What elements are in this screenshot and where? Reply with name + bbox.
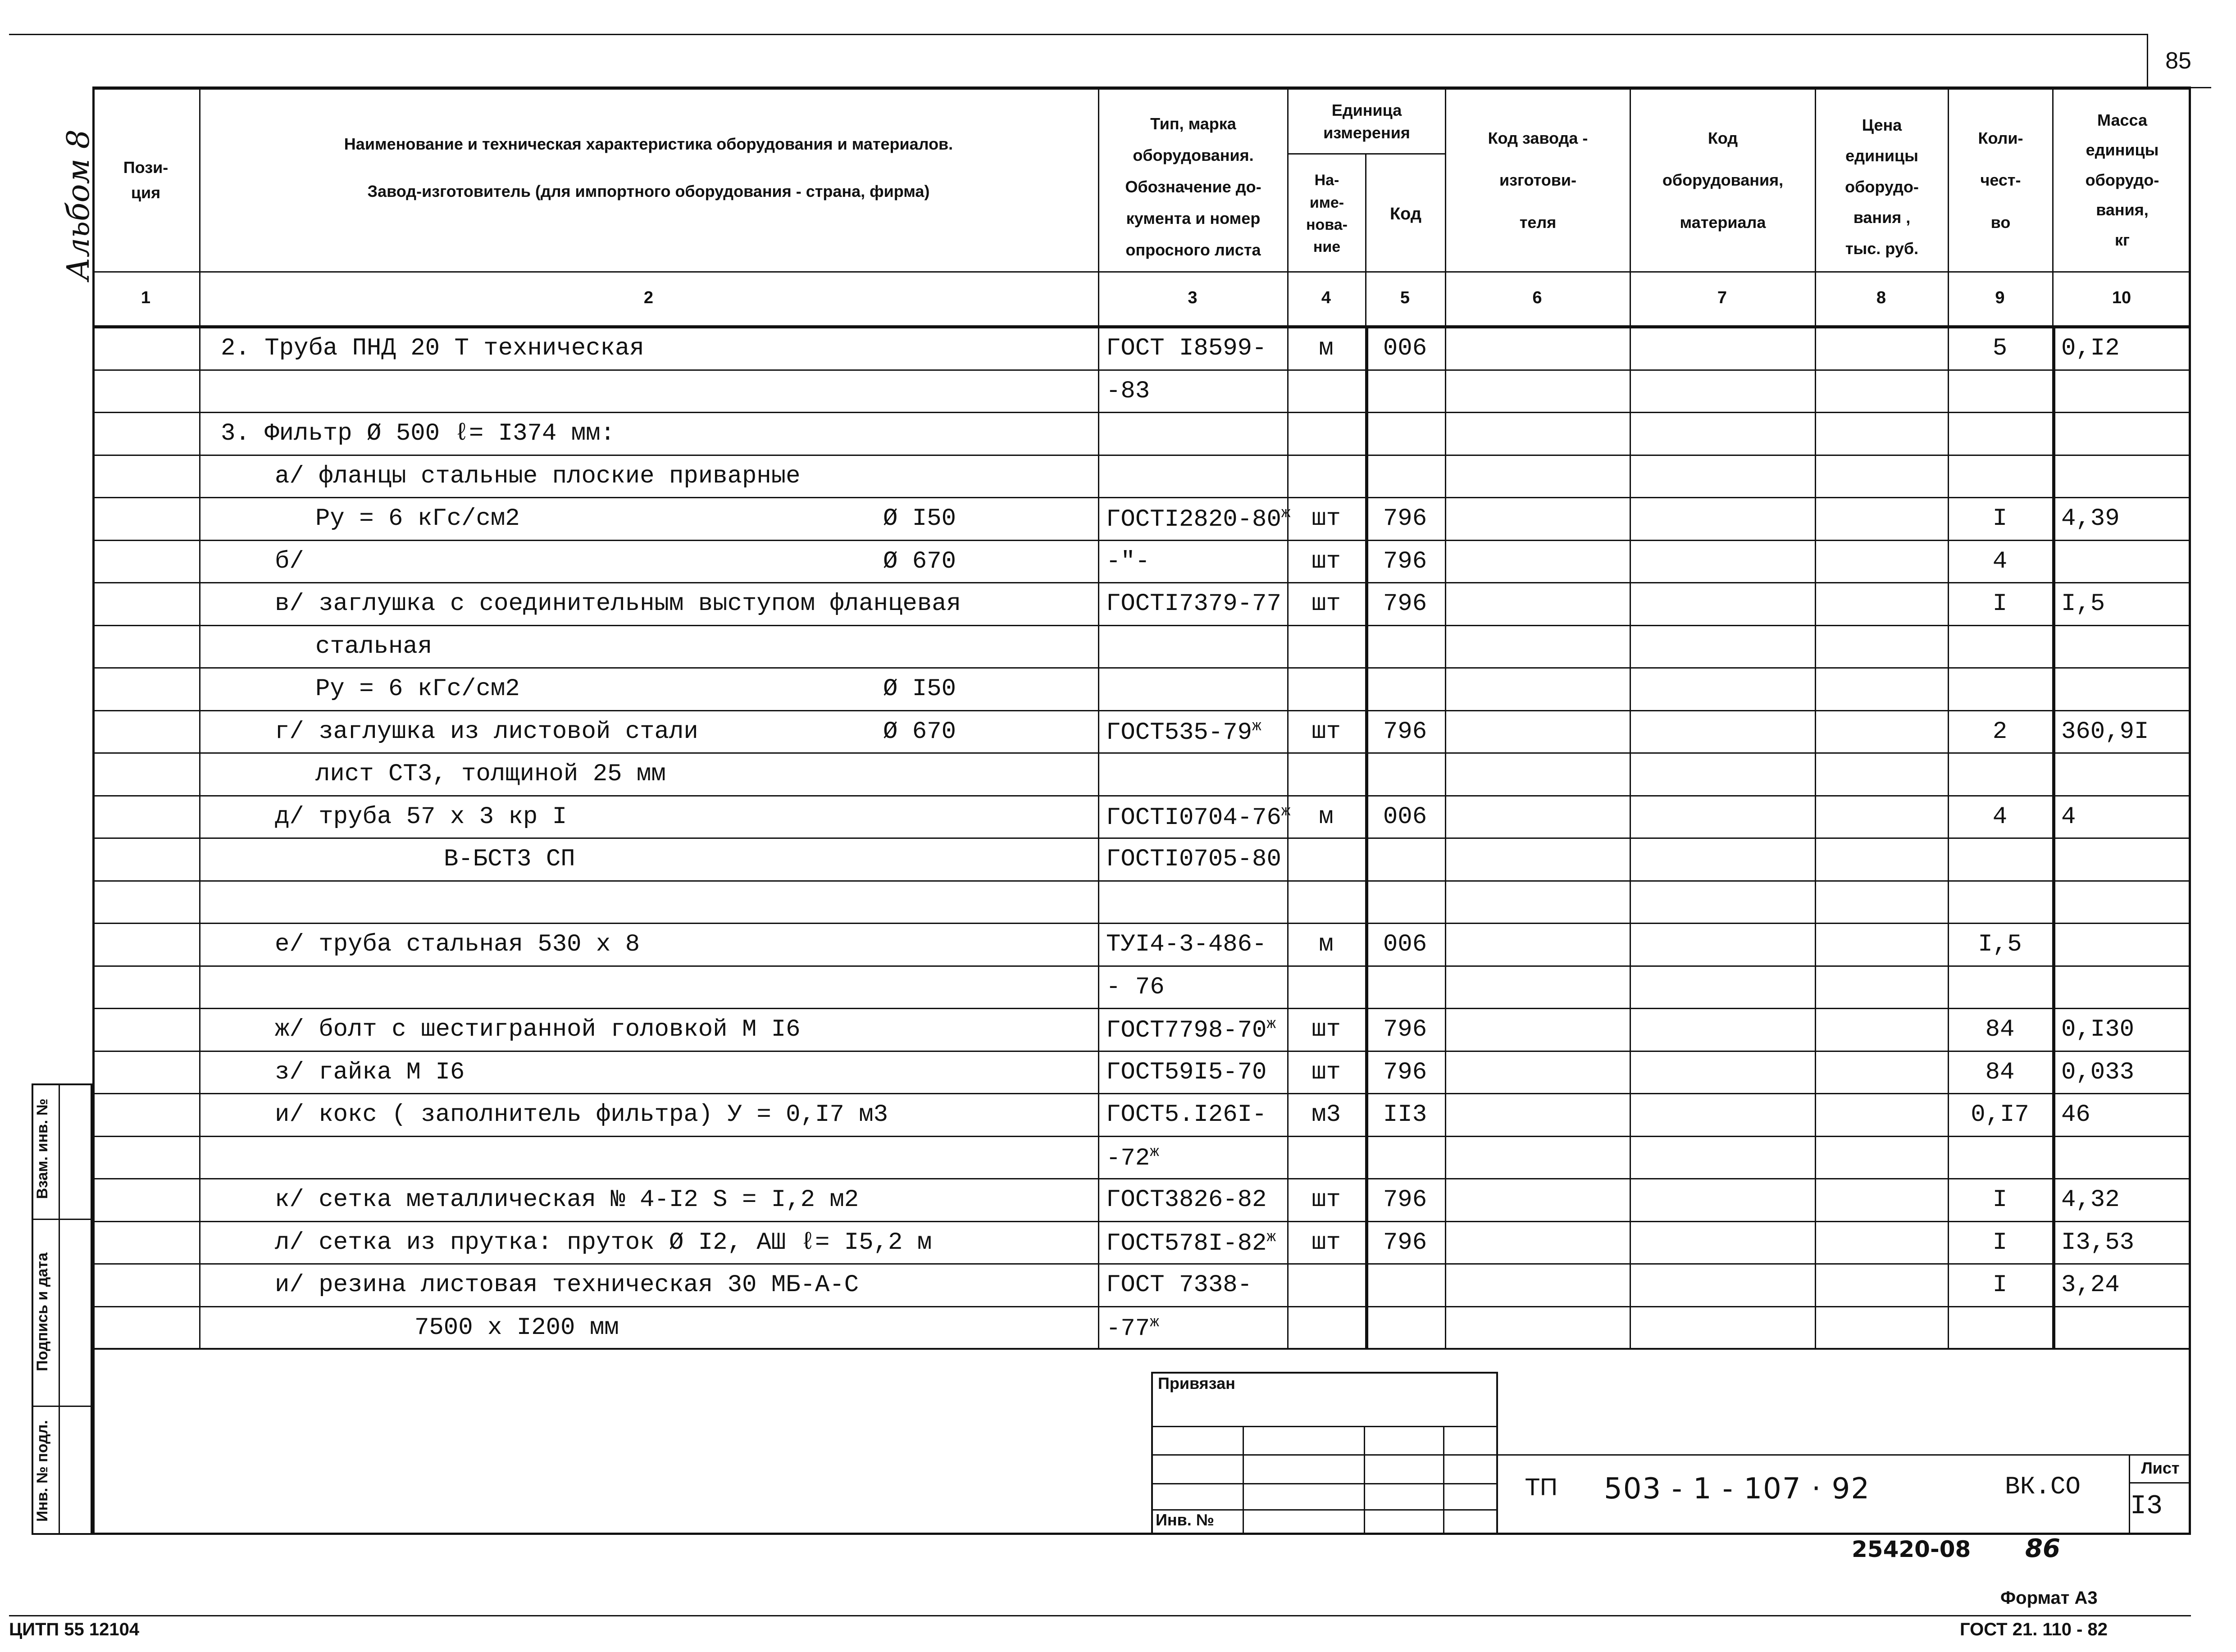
item-unit: шт <box>1312 1229 1341 1256</box>
table-body-bottom <box>92 1348 2191 1349</box>
item-document: $ГОСТI2820-80^ж$ <box>1106 505 1291 533</box>
item-document: -83 <box>1106 377 1150 405</box>
document-revision-mark: ж <box>1266 1016 1276 1033</box>
item-unit-code: 006 <box>1383 803 1427 831</box>
item-document: $ГОСТ7798-70^ж$ <box>1106 1016 1276 1044</box>
archive-page: 86 <box>2025 1534 2060 1563</box>
column-number: 3 <box>1188 288 1198 307</box>
header-type: Тип, марка оборудования. Обозначение до- кумента и номер опросного листа <box>1125 114 1261 259</box>
item-unit-code: 796 <box>1383 590 1427 618</box>
item-unit-code: 796 <box>1383 505 1427 532</box>
item-name: б/ <box>275 547 304 575</box>
item-name: и/ резина листовая техническая 30 МБ-А-С <box>275 1271 859 1299</box>
item-unit: м <box>1319 803 1334 831</box>
item-document: - 76 <box>1106 973 1165 1001</box>
sheet-number: I3 <box>2130 1491 2163 1522</box>
item-quantity: I <box>1992 1229 2008 1256</box>
header-unit-group: Единица измерения <box>1323 100 1410 142</box>
item-name: 3. Фильтр Ø 500 ℓ= I374 мм: <box>221 420 615 447</box>
item-quantity: I <box>1992 1186 2008 1214</box>
document-revision-mark: ж <box>1150 1314 1159 1331</box>
column-number: 9 <box>1995 288 2005 307</box>
item-mass: I3,53 <box>2061 1229 2135 1256</box>
column-number: 10 <box>2112 288 2131 307</box>
item-unit: шт <box>1312 718 1341 746</box>
item-document: $ГОСТI0704-76^ж$ <box>1106 803 1291 832</box>
item-name: 7500 х I200 мм <box>414 1314 619 1342</box>
item-document: $ГОСТ535-79^ж$ <box>1106 718 1261 746</box>
item-unit: шт <box>1312 1016 1341 1043</box>
item-document: ГОСТI0705-80 <box>1106 846 1281 873</box>
header-unit-name: На- име- нова- ние <box>1306 172 1348 256</box>
item-quantity: 4 <box>1992 803 2008 831</box>
table-row <box>0 369 2236 412</box>
margin-podpis: Подпись и дата <box>34 1252 51 1371</box>
table-row <box>0 1008 2236 1051</box>
item-diameter: Ø 670 <box>883 718 956 746</box>
item-name: ж/ болт с шестигранной головкой М I6 <box>275 1016 801 1043</box>
item-quantity: 84 <box>1985 1058 2015 1086</box>
item-name: е/ труба стальная 530 х 8 <box>275 931 640 958</box>
item-unit-code: 796 <box>1383 1016 1427 1043</box>
item-unit-code: II3 <box>1383 1101 1427 1129</box>
header-top-line <box>92 86 2191 90</box>
item-unit: шт <box>1312 590 1341 618</box>
item-unit: шт <box>1312 505 1341 532</box>
item-unit-code: 796 <box>1383 1229 1427 1256</box>
column-number: 5 <box>1400 288 1410 307</box>
table-row <box>0 540 2236 583</box>
item-mass: 4,32 <box>2061 1186 2120 1214</box>
item-quantity: I <box>1992 505 2008 532</box>
section-code: ВК.СО <box>2005 1472 2081 1501</box>
item-document: ГОСТ5.I26I- <box>1106 1101 1267 1129</box>
column-number: 1 <box>141 288 151 307</box>
item-name: а/ фланцы стальные плоские приварные <box>275 462 801 490</box>
table-row <box>0 1178 2236 1221</box>
item-unit-code: 006 <box>1383 931 1427 958</box>
document-revision-mark: ж <box>1266 1229 1276 1246</box>
column-number: 4 <box>1321 288 1331 307</box>
item-document: ГОСТ59I5-70 <box>1106 1058 1267 1086</box>
item-quantity: 84 <box>1985 1016 2015 1043</box>
header-name-line2: Завод-изготовитель (для импортного оборудования - страна, фирма) <box>367 182 930 201</box>
item-name: В-БСТ3 СП <box>444 846 575 873</box>
item-name: к/ сетка металлическая № 4-I2 S = I,2 м2 <box>275 1186 859 1214</box>
item-unit: шт <box>1312 1058 1341 1086</box>
item-unit: м3 <box>1312 1101 1341 1129</box>
column-number: 8 <box>1876 288 1886 307</box>
item-document: -"- <box>1106 547 1150 575</box>
item-mass: 4,39 <box>2061 505 2120 532</box>
margin-inv-podl: Инв. № подл. <box>34 1420 51 1522</box>
table-row <box>0 667 2236 710</box>
document-revision-mark: ж <box>1281 505 1291 522</box>
archive-number: 25420-08 <box>1852 1536 1971 1562</box>
item-unit-code: 796 <box>1383 718 1427 746</box>
item-quantity: I <box>1992 590 2008 618</box>
table-row <box>0 412 2236 455</box>
table-row <box>0 1136 2236 1179</box>
format-label: Формат А3 <box>2000 1588 2098 1608</box>
item-document: ТУI4-3-486- <box>1106 931 1267 958</box>
frame-top-line <box>9 34 2147 35</box>
item-name: г/ заглушка из листовой стали <box>275 718 698 746</box>
item-quantity: I,5 <box>1978 931 2022 958</box>
gost-label: ГОСТ 21. 110 - 82 <box>1960 1620 2108 1639</box>
item-quantity: 0,I7 <box>1971 1101 2029 1129</box>
item-name: Ру = 6 кГс/см2 <box>315 675 520 703</box>
item-unit: шт <box>1312 547 1341 575</box>
item-name: и/ кокс ( заполнитель фильтра) У = 0,I7 м3 <box>275 1101 888 1129</box>
header-unit-code: Код <box>1389 204 1422 223</box>
item-name: стальная <box>315 633 433 660</box>
item-quantity: 4 <box>1992 547 2008 575</box>
item-quantity: 5 <box>1992 335 2008 362</box>
column-number: 2 <box>643 288 654 307</box>
item-mass: 3,24 <box>2061 1271 2120 1299</box>
tp-label: ТП <box>1525 1474 1557 1501</box>
item-quantity: 2 <box>1992 718 2008 746</box>
header-mass: Масса единицы оборудо- вания, кг <box>2085 110 2159 249</box>
header-price: Цена единицы оборудо- вания , тыс. руб. <box>1845 116 1919 258</box>
sheet-label: Лист <box>2141 1459 2180 1477</box>
table-row <box>0 1221 2236 1264</box>
table-row <box>0 455 2236 497</box>
item-name: лист СТ3, толщиной 25 мм <box>315 760 666 788</box>
item-diameter: Ø 670 <box>883 547 956 575</box>
item-unit: м <box>1319 335 1334 362</box>
item-mass: 4 <box>2061 803 2076 831</box>
item-mass: 360,9I <box>2061 718 2149 746</box>
table-row <box>0 923 2236 965</box>
item-document: ГОСТ3826-82 <box>1106 1186 1267 1214</box>
item-document: $ГОСТ578I-82^ж$ <box>1106 1229 1276 1257</box>
margin-vzam: Взам. инв. № <box>34 1098 51 1199</box>
header-factory-code: Код завода - изготови- теля <box>1488 128 1588 232</box>
item-diameter: Ø I50 <box>883 505 956 532</box>
item-unit: шт <box>1312 1186 1341 1214</box>
album-label: Альбом 8 <box>61 129 96 281</box>
item-name: 2. Труба ПНД 20 Т техническая <box>221 335 644 362</box>
table-row <box>0 625 2236 668</box>
item-unit-code: 796 <box>1383 547 1427 575</box>
document-revision-mark: ж <box>1281 803 1291 820</box>
item-document: $-72^ж$ <box>1106 1143 1159 1172</box>
item-name: Ру = 6 кГс/см2 <box>315 505 520 532</box>
item-mass: 46 <box>2061 1101 2090 1129</box>
table-row <box>0 1306 2236 1349</box>
item-mass: 0,I2 <box>2061 335 2120 362</box>
document-revision-mark: ж <box>1252 718 1261 735</box>
item-document: ГОСТ I8599- <box>1106 335 1267 362</box>
header-equipment-code: Код оборудования, материала <box>1662 128 1784 232</box>
item-mass: I,5 <box>2061 590 2105 618</box>
item-mass: 0,I30 <box>2061 1016 2135 1043</box>
column-number: 7 <box>1717 288 1727 307</box>
footer-line <box>9 1615 2191 1616</box>
privyazan-label: Привязан <box>1158 1374 1235 1393</box>
table-row <box>0 327 2236 369</box>
table-row <box>0 1093 2236 1136</box>
item-mass: 0,033 <box>2061 1058 2135 1086</box>
table-row <box>0 795 2236 838</box>
item-name: л/ сетка из прутка: пруток Ø I2, АШ ℓ= I5,2 м <box>275 1229 932 1256</box>
page-number: 85 <box>2165 48 2191 74</box>
item-unit-code: 796 <box>1383 1186 1427 1214</box>
table-row <box>0 582 2236 625</box>
header-position: Пози- ция <box>123 158 168 202</box>
document-revision-mark: ж <box>1150 1143 1159 1161</box>
item-document: ГОСТI7379-77 <box>1106 590 1281 618</box>
item-name: в/ заглушка с соединительным выступом фланцевая <box>275 590 961 618</box>
table-row <box>0 837 2236 880</box>
table-row <box>0 497 2236 540</box>
project-number: 503 - 1 - 107 · 92 <box>1604 1472 1871 1506</box>
item-quantity: I <box>1992 1271 2008 1299</box>
item-document: ГОСТ 7338- <box>1106 1271 1252 1299</box>
cituip-label: ЦИТП 55 12104 <box>9 1620 140 1639</box>
table-row <box>0 710 2236 753</box>
table-row <box>0 965 2236 1008</box>
item-unit-code: 006 <box>1383 335 1427 362</box>
table-row <box>0 1051 2236 1093</box>
item-unit-code: 796 <box>1383 1058 1427 1086</box>
table-row <box>0 880 2236 923</box>
inv-no-label: Инв. № <box>1156 1511 1214 1529</box>
item-name: з/ гайка М I6 <box>275 1058 465 1086</box>
column-number: 6 <box>1532 288 1542 307</box>
header-quantity: Коли- чест- во <box>1978 128 2023 232</box>
table-row <box>0 1263 2236 1306</box>
item-diameter: Ø I50 <box>883 675 956 703</box>
table-row <box>0 752 2236 795</box>
header-name-line1: Наименование и техническая характеристика оборудования и материалов. <box>344 135 953 154</box>
item-document: $-77^ж$ <box>1106 1314 1159 1343</box>
item-name: д/ труба 57 х 3 кр I <box>275 803 567 831</box>
item-unit: м <box>1319 931 1334 958</box>
